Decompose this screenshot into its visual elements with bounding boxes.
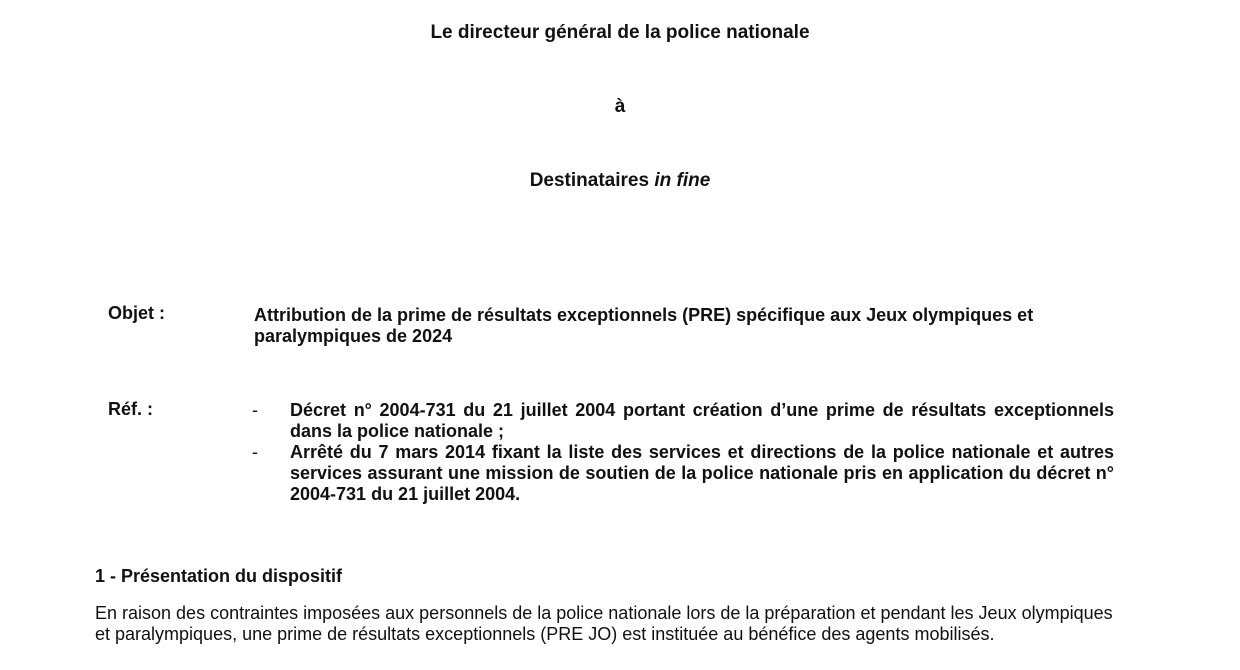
list-dash: -: [252, 442, 258, 462]
references-label: Réf. :: [108, 399, 153, 419]
recipients-in-fine: in fine: [654, 170, 711, 191]
addressee-preposition: à: [614, 96, 626, 117]
list-dash: -: [252, 400, 258, 420]
objet-text: Attribution de la prime de résultats exceptionnels (PRE) spécifique aux Jeux olympiques et paralympiques de 2024: [254, 305, 1034, 346]
reference-text: Décret n° 2004-731 du 21 juillet 2004 portant création d’une prime de résultats exceptionnels dans la police nationale ;: [290, 400, 1114, 441]
reference-item-decret: [252, 400, 1114, 442]
references-list: [252, 400, 1114, 505]
reference-item-arrete: [252, 442, 1114, 505]
recipients-prefix: Destinataires: [529, 170, 655, 191]
sender-title: Le directeur général de la police nationale: [430, 22, 810, 43]
section-body-paragraph: En raison des contraintes imposées aux personnels de la police nationale lors de la préparation et pendant les Jeux olympiques et paralympiques, une prime de résultats exceptionnels (PRE JO) est instituée au bénéfice des agents mobilisés.: [95, 603, 1113, 644]
recipients-line: [0, 170, 1240, 192]
reference-text: Arrêté du 7 mars 2014 fixant la liste des services et directions de la police nationale et autres services assurant une mission de soutien de la police nationale pris en application du décret n° 2004-731 du 21 juillet 2004.: [290, 442, 1114, 504]
objet-label: Objet :: [108, 303, 165, 323]
section-heading: 1 - Présentation du dispositif: [95, 566, 343, 586]
